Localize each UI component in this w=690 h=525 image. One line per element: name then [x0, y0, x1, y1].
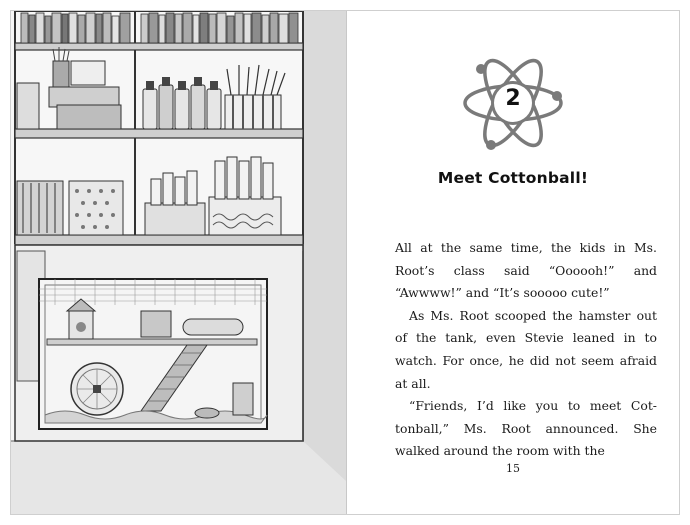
chapter-number: 2	[505, 86, 521, 111]
classroom-shelf-illustration	[11, 11, 346, 514]
page-number: 15	[506, 462, 520, 475]
book-spread	[10, 10, 680, 515]
paragraph: As Ms. Root scooped the hamster out of the tank, even Stevie leaned in to watch. For once, he did not seem afraid at all.	[395, 307, 657, 391]
body-text	[395, 237, 657, 463]
chapter-title: Meet Cottonball!	[437, 169, 589, 187]
paragraph: All at the same time, the kids in Ms. Root’s class said “Oooooh!” and “Awwww!” and “It’s sooooo cute!”	[395, 240, 657, 301]
right-page	[347, 11, 679, 514]
left-page	[11, 11, 346, 514]
paragraph: “Friends, I’d like you to meet Cot-tonball,” Ms. Root announced. She walked around the room with the	[395, 398, 657, 459]
